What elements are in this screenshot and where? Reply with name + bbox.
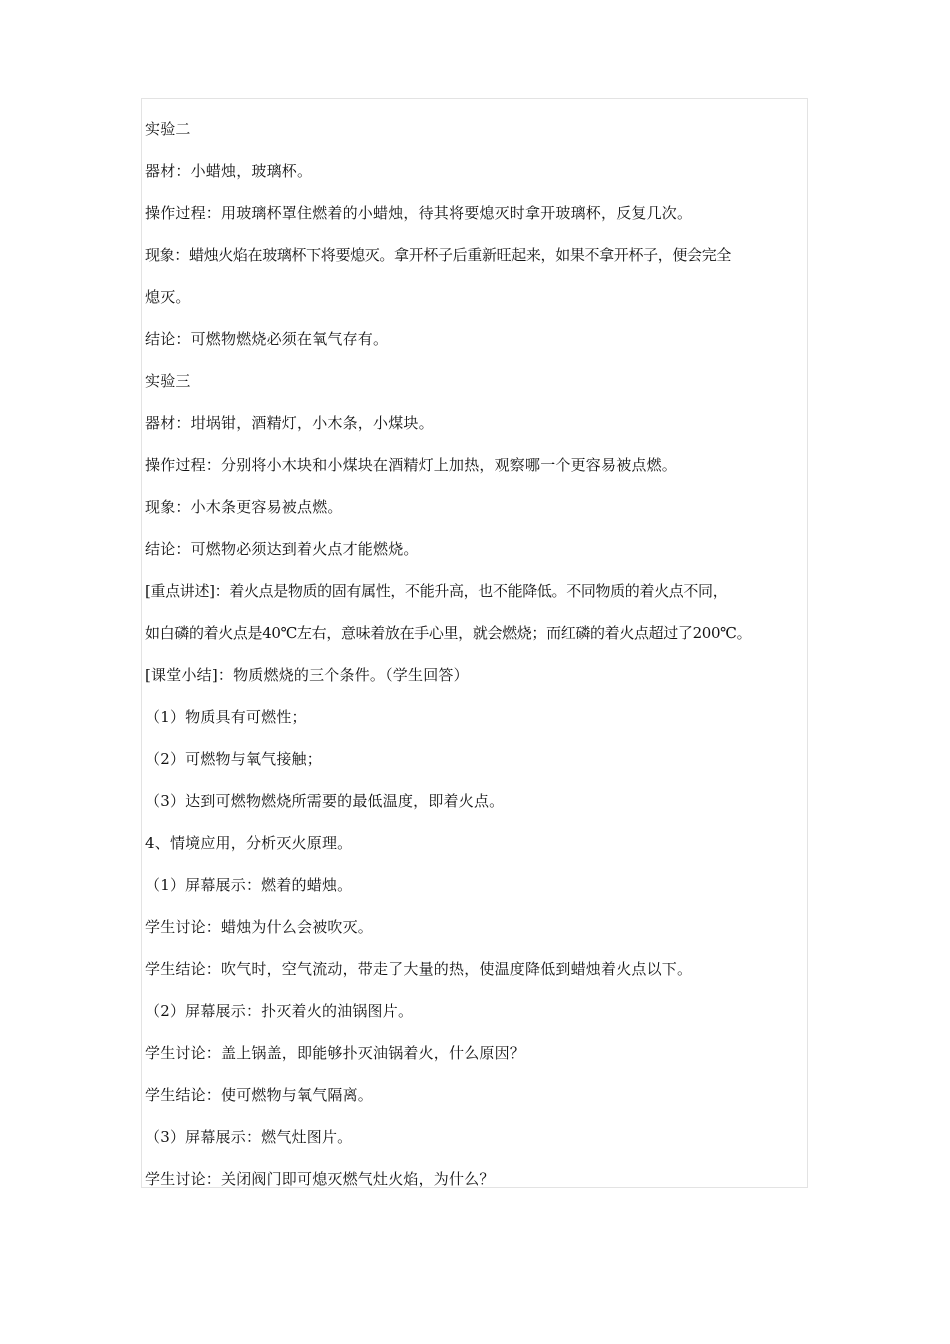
experiment-2-conclusion: 结论：可燃物燃烧必须在氧气存有。: [145, 330, 389, 348]
experiment-2-phenomenon: 现象：蜡烛火焰在玻璃杯下将要熄灭。拿开杯子后重新旺起来，如果不拿开杯子，便会完全: [145, 246, 732, 264]
summary-item-1: （1）物质具有可燃性；: [145, 708, 307, 726]
student-conclusion-2: 学生结论：使可燃物与氧气隔离。: [145, 1086, 374, 1104]
experiment-3-materials: 器材：坩埚钳，酒精灯，小木条，小煤块。: [145, 414, 434, 432]
experiment-2-procedure: 操作过程：用玻璃杯罩住燃着的小蜡烛，待其将要熄灭时拿开玻璃杯，反复几次。: [145, 204, 693, 222]
section-4-heading: 4、情境应用，分析灭火原理。: [145, 834, 353, 852]
student-discussion-2: 学生讨论：盖上锅盖，即能够扑灭油锅着火，什么原因？: [145, 1044, 526, 1062]
key-point-paragraph: [重点讲述]：着火点是物质的固有属性，不能升高，也不能降低。不同物质的着火点不同，: [145, 582, 728, 600]
experiment-3-phenomenon: 现象：小木条更容易被点燃。: [145, 498, 343, 516]
summary-item-2: （2）可燃物与氧气接触；: [145, 750, 322, 768]
document-body: [145, 108, 810, 1200]
student-conclusion-1: 学生结论：吹气时，空气流动，带走了大量的热，使温度降低到蜡烛着火点以下。: [145, 960, 693, 978]
key-point-paragraph-cont: 如白磷的着火点是40℃左右，意味着放在手心里，就会燃烧；而红磷的着火点超过了200℃。: [145, 624, 752, 642]
screen-display-2: （2）屏幕展示：扑灭着火的油锅图片。: [145, 1002, 414, 1020]
screen-display-1: （1）屏幕展示：燃着的蜡烛。: [145, 876, 353, 894]
experiment-2-heading: 实验二: [145, 120, 191, 138]
class-summary: [课堂小结]：物质燃烧的三个条件。（学生回答）: [145, 666, 469, 684]
summary-item-3: （3）达到可燃物燃烧所需要的最低温度，即着火点。: [145, 792, 505, 810]
experiment-2-phenomenon-cont: 熄灭。: [145, 288, 191, 306]
student-discussion-3: 学生讨论：关闭阀门即可熄灭燃气灶火焰，为什么？: [145, 1170, 495, 1188]
experiment-3-heading: 实验三: [145, 372, 191, 390]
experiment-3-procedure: 操作过程：分别将小木块和小煤块在酒精灯上加热，观察哪一个更容易被点燃。: [145, 456, 678, 474]
screen-display-3: （3）屏幕展示：燃气灶图片。: [145, 1128, 353, 1146]
student-discussion-1: 学生讨论：蜡烛为什么会被吹灭。: [145, 918, 374, 936]
experiment-2-materials: 器材：小蜡烛，玻璃杯。: [145, 162, 313, 180]
experiment-3-conclusion: 结论：可燃物必须达到着火点才能燃烧。: [145, 540, 419, 558]
